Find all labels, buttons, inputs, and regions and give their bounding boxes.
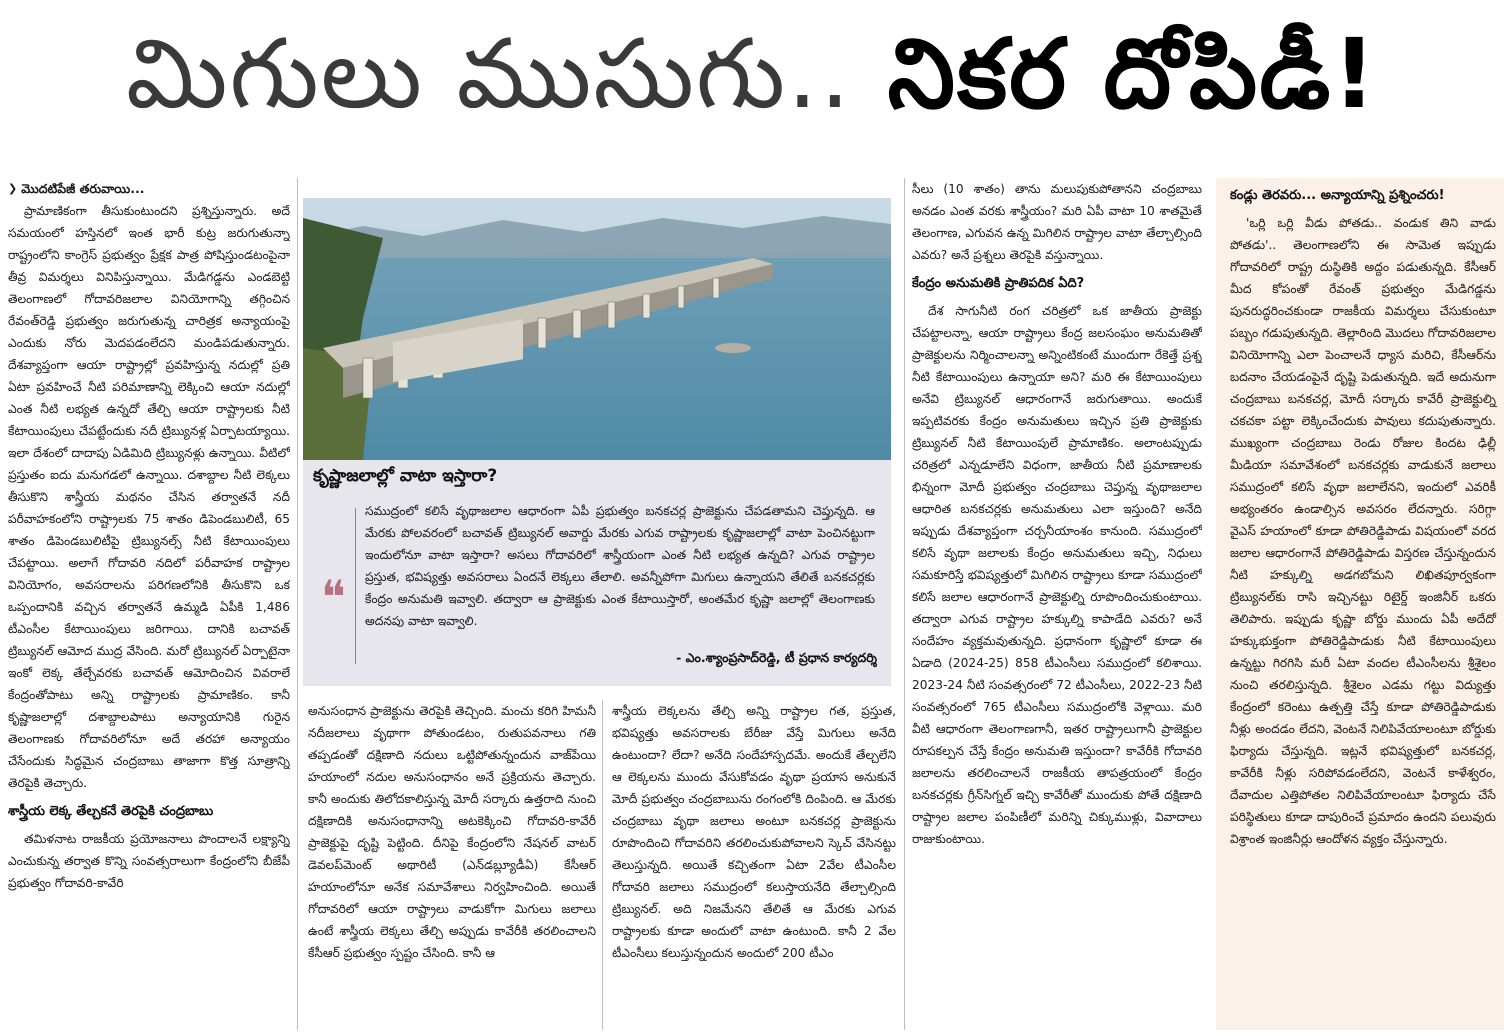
column-3 (612, 700, 896, 1030)
column-divider (602, 700, 603, 1030)
column-1 (8, 178, 290, 1030)
dam-photo (303, 198, 891, 460)
headline-part2: నికర దోపిడీ! (887, 18, 1379, 130)
col4-paragraph-1: సీలు (10 శాతం) తాను మలుపుకుపోతానని చంద్రబాబు అనడం ఎంత వరకు శాస్త్రీయం? మరి ఏపీ వాటా 10 శాతమైతే తెలంగాణ, ఎగువన ఉన్న మిగిలిన రాష్ట్రాల వాటా తేల్చాల్సింది ఎవరు? అనే ప్రశ్నలు తెరపైకి వస్తున్నాయి. (912, 182, 1202, 262)
column-2 (308, 700, 596, 1030)
col1-paragraph-1: ప్రామాణికంగా తీసుకుంటుందని ప్రశ్నిస్తున్నారు. అదే సమయంలో హస్తినలో ఇంత భారీ కుట్ర జరుగుతున్నా రాష్ట్రంలోని కాంగ్రెస్ ప్రభుత్వం ప్రేక్షక పాత్ర పోషిస్తుండటంపైనా తీవ్ర విమర్శలు వినిపిస్తున్నాయి. మేడిగడ్డను ఎండబెట్టి తెలంగాణలో గోదావరిజలాల వినియోగాన్ని తగ్గించిన రేవంత్‌రెడ్డి ప్రభుత్వం జరుగుతున్న చారిత్రక అన్యాయంపై ఎందుకు నోరు మెదపడంలేదని మండిపడుతున్నారు. దేశవ్యాప్తంగా ఆయా రాష్ట్రాల్లో ప్రవహిస్తున్న నదుల్లో ప్రతి ఏటా ప్రవహించే నీటి పరిమాణాన్ని లెక్కించి ఆయా నదుల్లో ఎంత నీటి లభ్యత ఉన్నదో తేల్చి ఆయా రాష్ట్రాలకు నీటి కేటాయింపులు చేపట్టేందుకు నదీ ట్రిబ్యునళ్ల ఏర్పాటయ్యాయి. ఇలా దేశంలో దాదాపు ఏడిమిది ట్రిబ్యునళ్లు ఉన్నాయి. వీటిలో ప్రస్తుతం ఐదు మనుగడలో ఉన్నాయి. దశాబ్దాల నీటి లెక్కలు తీసుకొని శాస్త్రీయ మథనం చేసిన తర్వాతనే నదీ పరీవాహకంలోని రాష్ట్రాలకు 75 శాతం డిపెండబులిటీ, 65 శాతం డిపెండబులిటీపై ట్రిబ్యునల్స్ నీటి కేటాయింపులు చేపట్టాయి. అలాగే గోదావరి నదిలో పరీవాహక రాష్ట్రాల వినియోగం, అవసరాలను పరిగణలోనికి తీసుకొని ఒక ఒప్పందానికి వచ్చిన తర్వాతనే ఉమ్మడి ఏపీకి 1,486 టీఎంసీల కేటాయింపులు జరిగాయి. దానికి బచావత్ ట్రిబ్యునల్ ఆమోద ముద్ర వేసింది. మరో ట్రిబ్యునల్ ఏర్పాటైనా ఇంకో లెక్క తేల్చేవరకు బచావత్ ఆమోదించిన వివరాలే కేంద్రంతోపాటు అన్ని రాష్ట్రాలకు ప్రామాణికం. కానీ కృష్ణాజలాల్లో దశాబ్దాలపాటు అన్యాయానికి గురైన తెలంగాణకు గోదావరిలోనూ అదే తరహా అన్యాయం చేసేందుకు సిద్ధమైన చంద్రబాబు తాజాగా కొత్త సూత్రాన్ని తెరపైకి తెచ్చారు. (8, 204, 290, 790)
headline-part1: మిగులు ముసుగు.. (125, 18, 853, 130)
column-4 (912, 178, 1202, 1030)
dam-illustration (303, 198, 891, 460)
chevron-right-icon: ❯ (8, 182, 18, 195)
continuation-kicker (8, 178, 290, 200)
column-divider (904, 178, 905, 1030)
quote-title: కృష్ణాజలాల్లో వాటా ఇస్తారా? (313, 466, 498, 486)
col4-paragraph-2: దేశ సాగునీటి రంగ చరిత్రలో ఒక జాతీయ ప్రాజెక్టు చేపట్టాలన్నా, ఆయా రాష్ట్రాలు కేంద్ర జలసంఘం అనుమతితో ప్రాజెక్టులను నిర్మించాలన్నా అన్నింటికంటే ముందుగా రేకెత్తే ప్రశ్న నీటి కేటాయింపులు ఉన్నాయా అని? మరి ఈ కేటాయింపులు అనేవి ట్రిబ్యునల్ ఆధారంగానే జరుగుతాయి. అందుకే ఇప్పటివరకు కేంద్రం అనుమతులు ఇచ్చిన ప్రతి ప్రాజెక్టుకు ట్రిబ్యునల్ నీటి కేటాయింపులే ప్రామాణికం. అలాంటప్పుడు చరిత్రలో ఎన్నడూలేని విధంగా, జాతీయ నీటి ప్రమాణాలకు భిన్నంగా మోదీ ప్రభుత్వం చంద్రబాబు చెప్తున్న వృథాజలాల ఆధారిత బనకచర్లకు అనుమతులు ఎలా ఇస్తుంది? అనేది ఇప్పుడు దేశవ్యాప్తంగా చర్చనీయాంశం కానుంది. సముద్రంలో కలిసే వృథా జలాలకు కేంద్రం అనుమతులు ఇచ్చి, నిధులు సమకూరిస్తే భవిష్యత్తులో మిగిలిన రాష్ట్రాలు కూడా సముద్రంలో కలిసే జలాల ఆధారంగానే ప్రాజెక్టుల్ని రూపొందించుకుంటాయి. తద్వారా ఎగువ రాష్ట్రాల హక్కుల్ని కాపాడేది ఎవరు? అనే సందేహం వ్యక్తమవుతున్నది. ప్రధానంగా కృష్ణాలో కూడా ఈ ఏడాది (2024-25) 858 టీఎంసీలు సముద్రంలో కలిశాయి. 2023-24 నీటి సంవత్సరంలో 72 టీఎంసీలు, 2022-23 నీటి సంవత్సరంలో 765 టీఎంసీలు సముద్రంలోకి వెళ్లాయి. మరి వీటి ఆధారంగా తెలంగాణగానీ, ఇతర రాష్ట్రాలుగానీ ప్రాజెక్టుల రూపకల్పన చేస్తే కేంద్రం అనుమతి ఇస్తుందా? కావేరీకి గోదావరి జలాలను తరలించాలనే రాజకీయ తాపత్రయంలో కేంద్రం బనకచర్లకు గ్రీన్‌సిగ్నల్ ఇచ్చి కావేరీతో ముందుకు పోతే దక్షిణాది రాష్ట్రాల జలాల పంపిణీలో మరిన్ని చిక్కుముళ్లు, వివాదాలు రాజుకుంటాయి. (912, 304, 1202, 846)
quote-mark-icon: ❝ (321, 570, 346, 624)
col3-paragraph: శాస్త్రీయ లెక్కలను తేల్చి అన్ని రాష్ట్రాల గత, ప్రస్తుత, భవిష్యత్తు అవసరాలకు బేరీజు వేస్తే మిగులు అనేది ఉంటుందా? లేదా? అనేది సందేహాస్పదమే. అందుకే తేల్చలేని ఆ లెక్కలను ముందు వేసుకోవడం వృథా ప్రయాస అనుకునే మోదీ ప్రభుత్వం చంద్రబాబును రంగంలోకి దింపింది. ఆ మేరకు చంద్రబాబు వృథా జలాలు అంటూ బనకచర్ల ప్రాజెక్టును రూపొందించి గోదావరిని తరలించుకుపోవాలని స్కెచ్ వేసినట్టు తెలుస్తున్నది. అయితే కచ్చితంగా ఏటా 2వేల టీఎంసీల గోదావరి జలాలు సముద్రంలో కలుస్తాయనేది తేల్చాల్సింది ట్రిబ్యునల్. అది నిజమేనని తేలితే ఆ మేరకు ఎగువ రాష్ట్రాలకు కూడా అందులో వాటా ఉంటుంది. కానీ 2 వేల టీఎంసీలు కలుస్తున్నందున అందులో 200 టీఎం (612, 704, 896, 960)
sidebar-text: 'ఒర్లి ఒర్లి వీడు పోతడు.. వండుక తిని వాడు పోతడు'.. తెలంగాణలోని ఈ సామెత ఇప్పుడు గోదావరిలో రాష్ట్ర దుస్థితికి అద్దం పడుతున్నది. కేసీఆర్ మీద కోపంతో రేవంత్ ప్రభుత్వం మేడిగడ్డను పునరుద్ధరించకుండా రాజకీయ విమర్శలు చేసుకుంటూ పబ్బం గడుపుతున్నది. తెల్లారింది మొదలు గోదావరిజలాల వినియోగాన్ని ఎలా పెంచాలనే ధ్యాస మరిచి, కేసీఆర్‌ను బదనాం చేయడంపైనే దృష్టి పెడుతున్నది. ఇదే అదునుగా చంద్రబాబు బనకచర్ల, మోదీ సర్కారు కావేరీ ప్రాజెక్టుల్ని చకచకా పట్టా లెక్కించేందుకు పావులు కదుపుతున్నారు. ముఖ్యంగా చంద్రబాబు రెండు రోజుల కిందట ఢిల్లీ మీడియా సమావేశంలో బనకచర్లకు వాడుకునే జలాలు సముద్రంలో కలిసే వృథా జలాలేనని, ఇందులో ఎవరికీ అభ్యంతరం ఉండాల్సిన అవసరం లేదన్నారు. సరిగ్గా వైఎస్ హయాంలో కూడా పోతిరెడ్డిపాడు విషయంలో వరద జలాల ఆధారంగానే పోతిరెడ్డిపాడు విస్తరణ చేస్తున్నందున నీటి హక్కుల్ని అడగబోమని లిఖితపూర్వకంగా ట్రిబ్యునల్‌కు రాసి ఇచ్చినట్టు రిటైర్డ్ ఇంజినీర్ ఒకరు తెలిపారు. ఇప్పుడు కృష్ణా బోర్డు ముందు ఏపీ అదేదో హక్కుభుక్తంగా పోతిరెడ్డిపాడుకు నీటి కేటాయింపులు ఉన్నట్టు గిరగిసి మరీ ఏటా వందల టీఎంసీలను శ్రీశైలం నుంచి తరలిస్తున్నది. శ్రీశైలం ఎడమ గట్టు విద్యుత్తు కేంద్రంలో కరెంటు ఉత్పత్తి చేస్తే కూడా పోతిరెడ్డిపాడుకు నీళ్లు అందడం లేదని, వెంటనే నిలిపివేయాలంటూ బోర్డుకు ఫిర్యాదు చేస్తున్నది. ఇట్లనే భవిష్యత్తులో బనకచర్ల, కావేరీకి నీళ్లు సరిపోవడంలేదని, వెంటనే కాళేశ్వరం, దేవాదుల ఎత్తిపోతల నిలిపివేయాలంటూ ఫిర్యాదు చేసే పరిస్థితులు కూడా దాపురించే ప్రమాదం ఉందని పలువురు విశ్రాంత ఇంజినీర్లు ఆందోళన వ్యక్తం చేస్తున్నారు. (1230, 216, 1496, 846)
col4-subhead: కేంద్రం అనుమతికి ప్రాతిపదిక ఏది? (912, 276, 1085, 291)
quote-text: సముద్రంలో కలిసే వృథాజలాల ఆధారంగా ఏపీ ప్రభుత్వం బనకచర్ల ప్రాజెక్టును చేపడతామని చెప్తున్నది. ఆ మేరకు పోలవరంలో బచావత్ ట్రిబ్యునల్ అవార్డు మేరకు ఎగువ రాష్ట్రాలకు కృష్ణాజలాల్లో వాటా పెంచినట్టుగా ఇందులోనూ వాటా ఇస్తారా? అసలు గోదావరిలో శాస్త్రీయంగా ఎంత నీటి లభ్యత ఉన్నది? ఎగువ రాష్ట్రాల ప్రస్తుత, భవిష్యత్తు అవసరాలు ఏందనే లెక్కలు తేలాలి. అవన్నీపోగా మిగులు ఉన్నాయని తేలితే బనకచర్లకు కేంద్రం అనుమతి ఇవ్వాలి. తద్వారా ఆ ప్రాజెక్టుకు ఎంత కేటాయిస్తారో, అంతమేర కృష్ణా జలాల్లో తెలంగాణకు అదనపు వాటా ఇవ్వాలి. (365, 504, 875, 628)
sidebar-box (1216, 178, 1504, 1030)
col1-paragraph-2: తమిళనాట రాజకీయ ప్రయోజనాలు పొందాలనే లక్ష్యాన్ని ఎంచుకున్న తర్వాత కొన్ని సంవత్సరాలుగా కేంద్రంలోని బీజేపీ ప్రభుత్వం గోదావరి-కావేరి (8, 832, 290, 890)
col1-subhead: శాస్త్రీయ లెక్క తేల్చకనే తెరపైకి చంద్రబాబు (8, 804, 214, 819)
kicker-text: మొదటిపేజీ తరువాయి... (21, 181, 145, 196)
col2-paragraph: అనుసంధాన ప్రాజెక్టును తెరపైకి తెచ్చింది. మంచు కరిగి హిమనీ నదీజలాలు వృథాగా పోతుండటం, రుతుపవనాలు గతి తప్పడంతో దక్షిణాది నదులు ఒట్టిపోతున్నందున వాజ్‌పేయి హయాంలో నదుల అనుసంధానం అనే ప్రక్రియను తెచ్చారు. కానీ అందుకు తిలోదకాలిస్తున్న మోదీ సర్కారు ఉత్తరాది నుంచి దక్షిణాదికి అనుసంధానాన్ని అటకెక్కించి గోదావరి-కావేరీ ప్రాజెక్టుపై దృష్టి పెట్టింది. దీనిపై కేంద్రంలోని నేషనల్ వాటర్ డెవలప్‌మెంట్ అథారిటీ (ఎన్‌డబ్ల్యూడీఏ) కేసీఆర్ హయాంలోనూ అనేక సమావేశాలు నిర్వహించింది. అయితే గోదావరిలో ఆయా రాష్ట్రాలు వాడుకోగా మిగులు జలాలు ఉంటే శాస్త్రీయ లెక్కలు తేల్చి అప్పుడు కావేరీకి తరలించాలని కేసీఆర్ ప్రభుత్వం స్పష్టం చేసింది. కానీ ఆ (308, 704, 596, 960)
quote-box (303, 460, 891, 686)
headline (0, 0, 1504, 172)
sidebar-title: కండ్లు తెరవరు... అన్యాయాన్ని ప్రశ్నించరు! (1230, 188, 1445, 203)
quote-rule (355, 508, 356, 664)
quote-author: - ఎం.శ్యాంప్రసాద్‌రెడ్డి, టీ ప్రధాన కార్యదర్శి (676, 650, 877, 665)
column-divider (297, 178, 298, 1030)
